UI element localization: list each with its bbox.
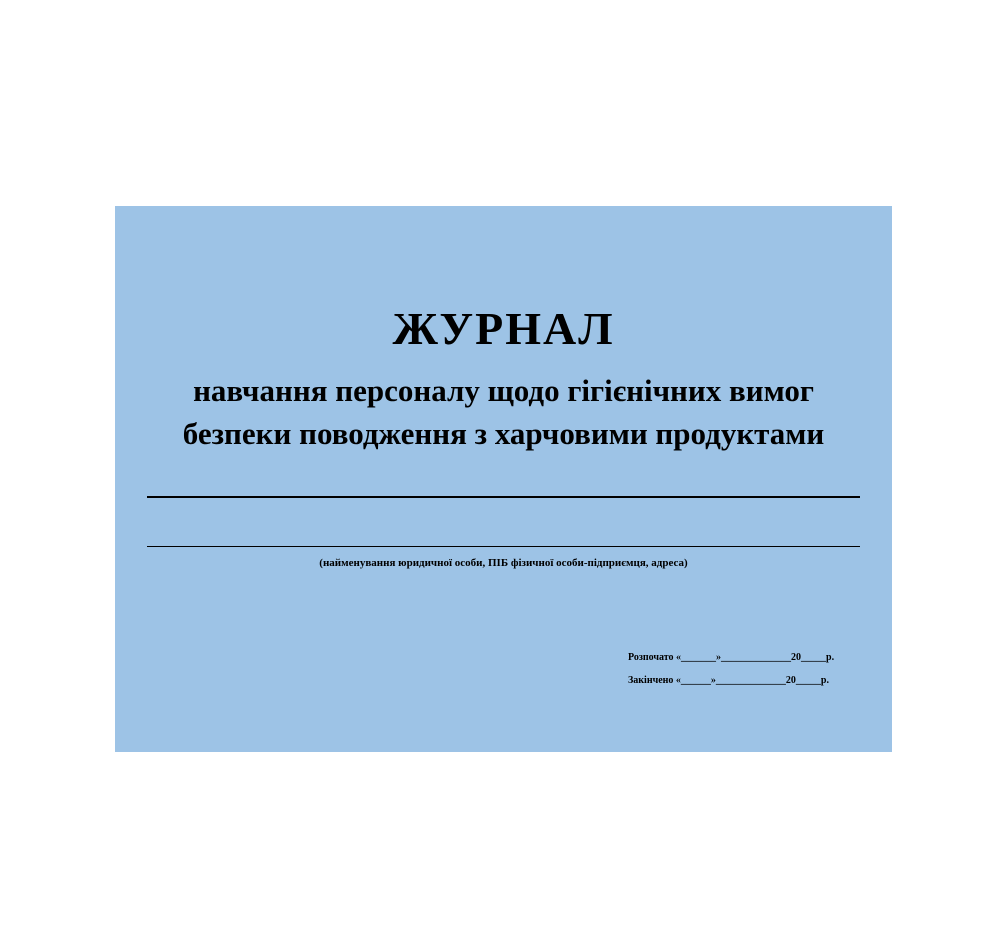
fill-in-line-2 xyxy=(147,546,860,547)
journal-title: ЖУРНАЛ xyxy=(392,303,615,354)
journal-subtitle-line-1: навчання персоналу щодо гігієнічних вимог xyxy=(193,373,814,408)
journal-cover xyxy=(115,206,892,752)
fill-in-line-1 xyxy=(147,496,860,498)
journal-subtitle-line-2: безпеки поводження з харчовими продуктами xyxy=(182,416,825,451)
organization-caption: (найменування юридичної особи, ПІБ фізичної особи-підприємця, адреса) xyxy=(319,557,688,569)
finished-date-line: Закінчено «______»______________20_____р. xyxy=(628,675,829,686)
started-date-line: Розпочато «_______»______________20_____р. xyxy=(628,652,835,663)
